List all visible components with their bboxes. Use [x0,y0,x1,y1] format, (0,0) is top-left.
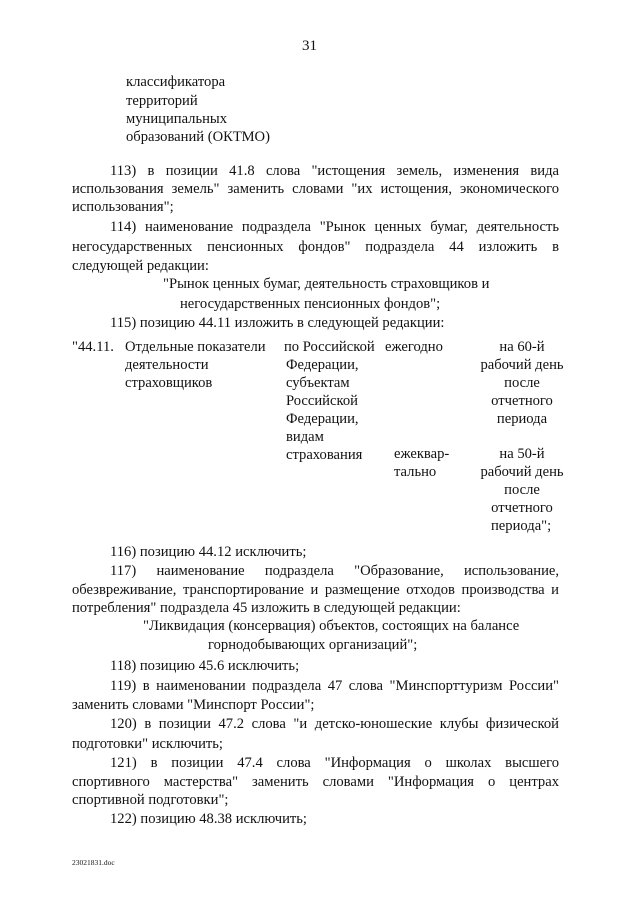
paragraph-line: негосударственных пенсионных фондов" подраздела 44 изложить в [72,239,559,255]
paragraph-line: 114) наименование подраздела "Рынок ценных бумаг, деятельность [110,219,559,235]
paragraph-line: использования"; [72,199,174,215]
deadline-line: рабочий день [480,464,564,480]
deadline-line: периода [496,411,548,427]
indicator-line: страховщиков [125,375,213,391]
breakdown-line: по Российской [284,339,375,355]
deadline-line: на 60-й [499,339,545,355]
deadline-line: отчетного [491,393,553,409]
row-code: "44.11. [72,339,114,355]
paragraph-line: подготовки" исключить; [72,736,223,752]
breakdown-line: Федерации, [286,411,359,427]
deadline-line: отчетного [491,500,553,516]
paragraph-line: потребления" подраздела 45 изложить в следующей редакции: [72,600,461,616]
paragraph-line: 113) в позиции 41.8 слова "истощения земель, изменения вида [110,163,559,179]
table-cell-line: муниципальных [126,111,228,127]
paragraph-line: обезвреживание, транспортирование и размещение отходов производства и [72,582,559,598]
deadline-line: периода"; [491,518,552,534]
paragraph-line: 120) в позиции 47.2 слова "и детско-юношеские клубы физической [110,716,559,732]
paragraph-line: 122) позицию 48.38 исключить; [110,811,307,827]
paragraph-line: спортивной подготовки"; [72,792,229,808]
table-cell-line: территорий [126,93,198,109]
paragraph-line: 116) позицию 44.12 исключить; [110,544,307,560]
paragraph-line: следующей редакции: [72,258,209,274]
page-number: 31 [302,38,317,54]
table-cell-line: образований (ОКТМО) [126,129,270,145]
quote-line: негосударственных пенсионных фондов"; [180,296,441,312]
paragraph-line: заменить словами "Минспорт России"; [72,697,315,713]
table-cell-line: классификатора [126,74,226,90]
period-annual: ежегодно [385,339,443,355]
period-quarterly: ежеквар- [394,446,450,462]
indicator-line: Отдельные показатели [125,339,266,355]
breakdown-line: субъектам [286,375,350,391]
quote-line: "Ликвидация (консервация) объектов, состоящих на балансе [143,618,520,634]
paragraph-line: 117) наименование подраздела "Образование, использование, [110,563,559,579]
deadline-line: на 50-й [499,446,545,462]
paragraph-line: 118) позицию 45.6 исключить; [110,658,300,674]
paragraph-line: использования земель" заменить словами "их истощения, экономического [72,181,559,197]
period-quarterly: тально [394,464,437,480]
breakdown-line: Федерации, [286,357,359,373]
paragraph-line: 121) в позиции 47.4 слова "Информация о школах высшего [110,755,559,771]
quote-line: "Рынок ценных бумаг, деятельность страховщиков и [163,276,490,292]
indicator-line: деятельности [125,357,209,373]
breakdown-line: видам [286,429,324,445]
paragraph-line: 115) позицию 44.11 изложить в следующей редакции: [110,315,445,331]
quote-line: горнодобывающих организаций"; [208,637,418,653]
paragraph-line: 119) в наименовании подраздела 47 слова "Минспорттуризм России" [110,678,559,694]
deadline-line: рабочий день [480,357,564,373]
breakdown-line: страхования [286,447,363,463]
breakdown-line: Российской [286,393,358,409]
deadline-line: после [504,375,540,391]
deadline-line: после [504,482,540,498]
footer-filename: 23021831.doc [72,858,115,867]
paragraph-line: спортивного мастерства" заменить словами "Информация о центрах [72,774,559,790]
